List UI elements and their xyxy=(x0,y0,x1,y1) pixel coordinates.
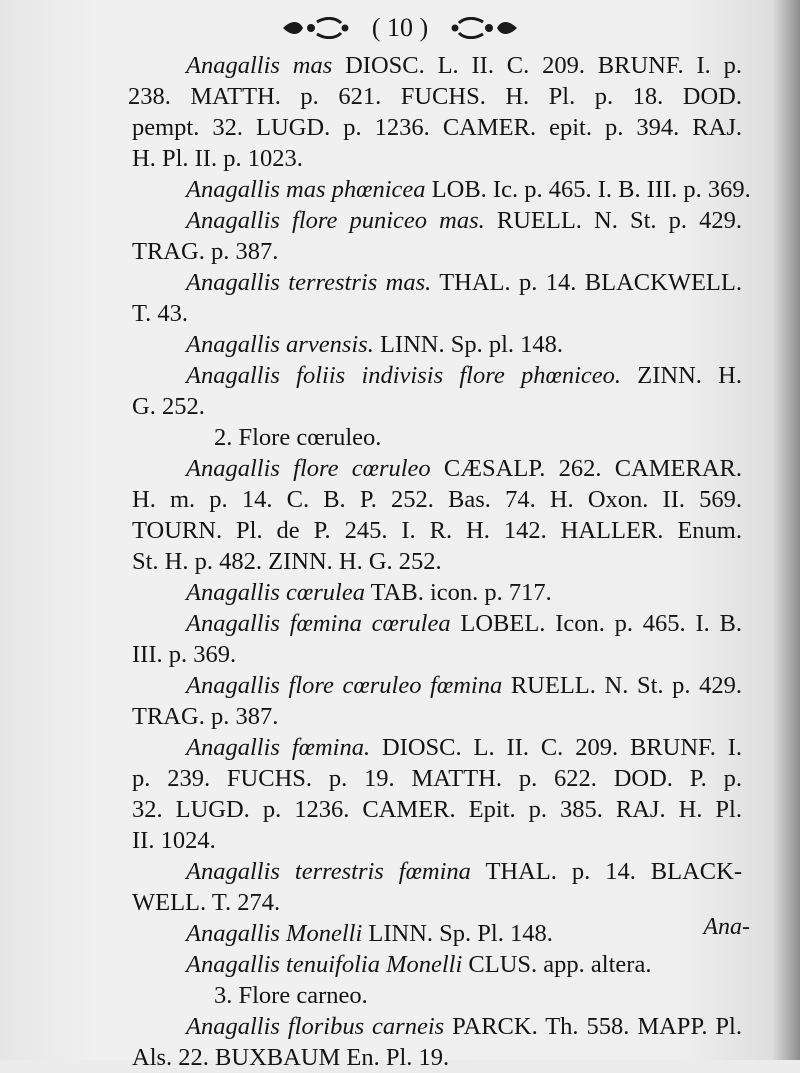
species-name: Anagallis Monelli xyxy=(186,920,363,947)
text-line xyxy=(128,81,742,112)
reference: PARCK. Th. 558. MAPP. Pl. xyxy=(444,1013,742,1040)
reference: TOURN. Pl. de P. 245. I. R. H. 142. HALLER. Enum. xyxy=(132,517,742,544)
species-name: Anagallis foliis indivisis flore phœniceo. xyxy=(186,362,622,389)
text-line xyxy=(132,236,742,267)
reference: CÆSALP. 262. CAMERAR. xyxy=(430,455,742,482)
reference: RUELL. N. St. p. 429. xyxy=(502,672,742,699)
species-name: Anagallis flore puniceo mas. xyxy=(186,207,485,234)
species-name: Anagallis mas phœnicea xyxy=(186,176,426,203)
reference: T. 43. xyxy=(132,300,189,327)
reference: TRAG. p. 387. xyxy=(132,703,279,730)
text-line xyxy=(132,453,742,484)
text-line xyxy=(132,1011,742,1042)
reference: DIOSC. L. II. C. 209. BRUNF. I. xyxy=(370,734,742,761)
text-line xyxy=(132,360,742,391)
text-line xyxy=(132,763,742,794)
reference: LINN. Sp. pl. 148. xyxy=(373,331,564,358)
right-ornament-icon xyxy=(449,17,519,39)
reference: ZINN. H. xyxy=(621,362,742,389)
text-line xyxy=(132,174,751,205)
section-heading xyxy=(132,980,742,1011)
text-line xyxy=(132,267,742,298)
species-name: Anagallis floribus carneis xyxy=(186,1013,445,1040)
reference: III. p. 369. xyxy=(132,641,237,668)
reference: p. 239. FUCHS. p. 19. MATTH. p. 622. DOD. P. p. xyxy=(132,765,742,792)
text-line xyxy=(132,856,742,887)
reference: H. m. p. 14. C. B. P. 252. Bas. 74. H. Oxon. II. 569. xyxy=(132,486,742,513)
species-name: Anagallis flore cœruleo xyxy=(186,455,431,482)
text-line xyxy=(132,391,742,422)
page-gutter-shadow xyxy=(772,0,800,1060)
text-line xyxy=(132,298,742,329)
reference: 2. Flore cœruleo. xyxy=(214,424,382,451)
reference: LOB. Ic. p. 465. I. B. III. p. 369. xyxy=(425,176,751,203)
text-line xyxy=(132,639,742,670)
page-body xyxy=(128,50,751,1073)
catchword: Ana- xyxy=(703,914,750,940)
species-name: Anagallis arvensis. xyxy=(186,331,374,358)
reference: THAL. p. 14. BLACK- xyxy=(470,858,742,885)
species-name: Anagallis terrestris fœmina xyxy=(186,858,471,885)
species-name: Anagallis flore cœruleo fœmina xyxy=(186,672,503,699)
reference: 238. MATTH. p. 621. FUCHS. H. Pl. p. 18. DOD. xyxy=(128,83,742,110)
reference: TRAG. p. 387. xyxy=(132,238,279,265)
reference: Als. 22. BUXBAUM En. Pl. 19. xyxy=(132,1044,450,1071)
text-line xyxy=(132,670,742,701)
text-line xyxy=(132,143,742,174)
reference: II. 1024. xyxy=(132,827,216,854)
text-line xyxy=(132,577,742,608)
text-line xyxy=(132,949,742,980)
section-heading xyxy=(132,422,742,453)
reference: G. 252. xyxy=(132,393,205,420)
reference: CLUS. app. altera. xyxy=(462,951,652,978)
reference: RUELL. N. St. p. 429. xyxy=(484,207,742,234)
text-line xyxy=(132,205,742,236)
text-line xyxy=(132,701,742,732)
species-name: Anagallis mas xyxy=(186,52,333,79)
text-line xyxy=(132,1042,742,1073)
text-line xyxy=(132,112,742,143)
text-line xyxy=(132,50,742,81)
species-name: Anagallis fœmina cœrulea xyxy=(186,610,451,637)
reference: LOBEL. Icon. p. 465. I. B. xyxy=(450,610,743,637)
left-ornament-icon xyxy=(281,17,351,39)
reference: THAL. p. 14. BLACKWELL. xyxy=(431,269,742,296)
text-line xyxy=(132,918,742,949)
text-line xyxy=(132,794,742,825)
reference: WELL. T. 274. xyxy=(132,889,281,916)
species-name: Anagallis cœrulea xyxy=(186,579,365,606)
reference: DIOSC. L. II. C. 209. BRUNF. I. p. xyxy=(332,52,742,79)
reference: H. Pl. II. p. 1023. xyxy=(132,145,303,172)
text-line xyxy=(132,546,742,577)
reference: TAB. icon. p. 717. xyxy=(364,579,552,606)
reference: 3. Flore carneo. xyxy=(214,982,368,1009)
text-line xyxy=(132,515,742,546)
text-line xyxy=(132,329,742,360)
reference: LINN. Sp. Pl. 148. xyxy=(362,920,553,947)
reference: pempt. 32. LUGD. p. 1236. CAMER. epit. p. 394. RAJ. xyxy=(132,114,742,141)
reference: St. H. p. 482. ZINN. H. G. 252. xyxy=(132,548,442,575)
species-name: Anagallis tenuifolia Monelli xyxy=(186,951,463,978)
species-name: Anagallis terrestris mas. xyxy=(186,269,432,296)
reference: 32. LUGD. p. 1236. CAMER. Epit. p. 385. RAJ. H. Pl. xyxy=(132,796,742,823)
species-name: Anagallis fœmina. xyxy=(186,734,371,761)
text-line xyxy=(132,608,742,639)
page-number: ( 10 ) xyxy=(371,13,429,43)
text-line xyxy=(132,825,742,856)
page-header xyxy=(0,8,800,44)
text-line xyxy=(132,887,742,918)
text-line xyxy=(132,732,742,763)
text-line xyxy=(132,484,742,515)
